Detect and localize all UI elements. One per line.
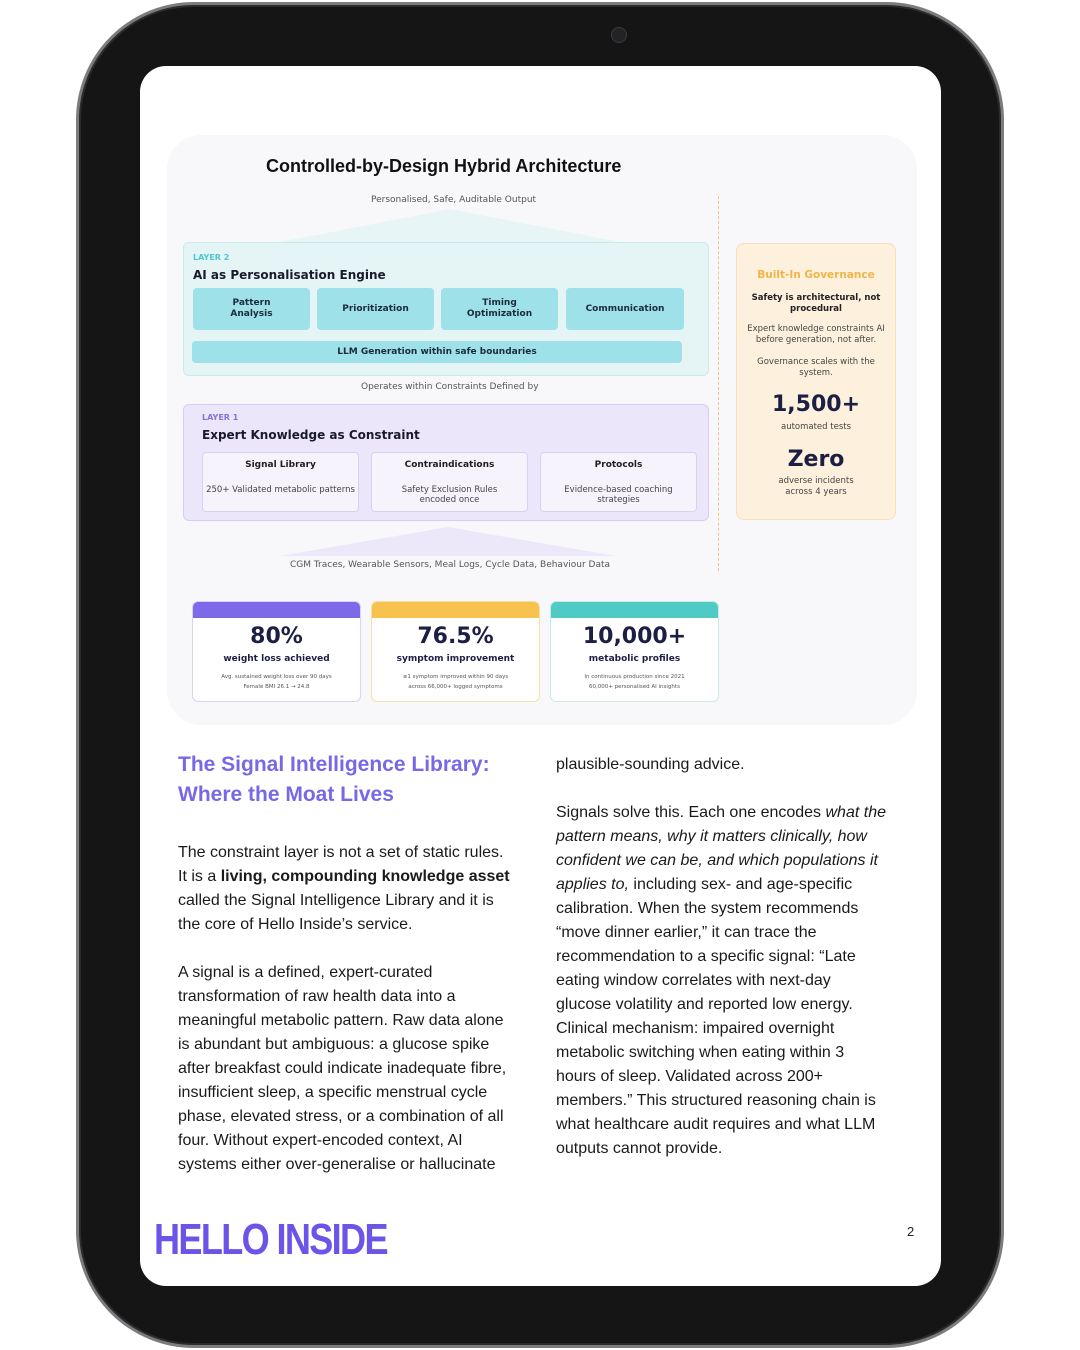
stat-band	[372, 602, 539, 618]
governance-card	[736, 243, 896, 520]
stat-value: 80%	[250, 624, 303, 649]
paragraph-1-bold: living, compounding knowledge asset	[220, 868, 510, 885]
stat-detail: ≥1 symptom improved within 90 days across 66,000+ logged symptoms	[402, 674, 509, 690]
card-signal-library	[202, 452, 359, 512]
card-description: Evidence-based coaching strategies	[564, 485, 673, 505]
stat-value: 76.5%	[417, 624, 494, 649]
adverse-incidents-value: Zero	[787, 447, 845, 472]
llm-generation-bar: LLM Generation within safe boundaries	[192, 341, 682, 363]
document-page	[140, 66, 941, 1286]
card-description: 250+ Validated metabolic patterns	[206, 485, 355, 495]
stat-band	[193, 602, 360, 618]
governance-text-1: Expert knowledge constraints AI before generation, not after.	[747, 324, 885, 345]
card-title: Protocols	[594, 460, 643, 470]
output-arrow-shape	[280, 209, 620, 243]
output-caption: Personalised, Safe, Auditable Output	[371, 195, 537, 205]
paragraph-4-text-a: Signals solve this. Each one encodes	[556, 804, 826, 821]
stat-band	[551, 602, 718, 618]
paragraph-1-text-a: The constraint layer is not a set of static rules. It is a	[178, 844, 504, 885]
stat-card-symptom	[371, 601, 540, 702]
layer2-tag: LAYER 2	[193, 253, 230, 262]
stat-detail: Avg. sustained weight loss over 90 days Female BMI 26.1 → 24.8	[221, 674, 332, 690]
card-protocols	[540, 452, 697, 512]
front-camera	[611, 27, 627, 43]
card-title: Signal Library	[245, 460, 316, 470]
diagram-title: Controlled-by-Design Hybrid Architecture	[266, 156, 622, 176]
paragraph-1	[178, 841, 528, 937]
stat-label: metabolic profiles	[588, 654, 681, 664]
automated-tests-value: 1,500+	[771, 392, 861, 417]
section-heading: The Signal Intelligence Library: Where the Moat Lives	[178, 753, 490, 806]
stat-label: symptom improvement	[396, 654, 515, 664]
chip-pattern-analysis: Pattern Analysis	[193, 288, 310, 330]
paragraph-4-italic: what the pattern means, why it matters clinically, how confident we can be, and which populations it applies to,	[556, 804, 886, 893]
paragraph-2: A signal is a defined, expert-curated transformation of raw health data into a meaningful metabolic pattern. Raw data alone is abundant but ambiguous: a glucose spike after breakfast could indicate inadequate fibre, insufficient sleep, a specific menstrual cycle phase, elevated stress, or a combination of all four. Without expert-encoded context, AI systems either over-generalise or hallucinate	[178, 964, 507, 1173]
adverse-incidents-label: adverse incidents across 4 years	[778, 476, 854, 497]
stat-value: 10,000+	[582, 624, 687, 649]
stat-card-profiles	[550, 601, 719, 702]
stat-label: weight loss achieved	[223, 654, 330, 664]
layer2-name: AI as Personalisation Engine	[193, 268, 386, 282]
stat-detail: In continuous production since 2021 60,000+ personalised AI insights	[584, 674, 685, 690]
automated-tests-label: automated tests	[780, 422, 852, 432]
dashed-divider	[718, 196, 719, 571]
between-caption: Operates within Constraints Defined by	[361, 382, 539, 392]
card-title: Contraindications	[404, 460, 495, 470]
layer1-name: Expert Knowledge as Constraint	[202, 428, 420, 442]
page-number: 2	[907, 1224, 915, 1239]
card-description: Safety Exclusion Rules encoded once	[401, 485, 498, 505]
paragraph-1-text-b: called the Signal Intelligence Library and it is the core of Hello Inside’s service.	[178, 892, 494, 933]
governance-text-2: Governance scales with the system.	[757, 357, 875, 378]
chip-communication: Communication	[566, 288, 684, 330]
layer1-tag: LAYER 1	[202, 413, 239, 422]
governance-title: Built-In Governance	[757, 269, 875, 281]
stat-card-weight-loss	[192, 601, 361, 702]
paragraph-4	[556, 801, 901, 1161]
input-caption: CGM Traces, Wearable Sensors, Meal Logs, Cycle Data, Behaviour Data	[290, 560, 611, 570]
card-contraindications	[371, 452, 528, 512]
governance-subtitle: Safety is architectural, not procedural	[751, 293, 881, 314]
paragraph-3: plausible-sounding advice.	[556, 756, 745, 773]
chip-timing-optimization: Timing Optimization	[441, 288, 558, 330]
chip-prioritization: Prioritization	[317, 288, 434, 330]
input-arrow-shape	[280, 527, 616, 557]
paragraph-4-text-b: including sex- and age-specific calibration. When the system recommends “move dinner earlier,” it can trace the recommendation to a specific signal: “Late eating window correlates with next-day glucose volatility and reported low energy. Clinical mechanism: impaired overnight metabolic switching when eating within 3 hours of sleep. Validated across 200+ members.” This structured reasoning chain is what healthcare audit requires and what LLM outputs cannot provide.	[556, 876, 876, 1157]
hello-inside-logo: HELLO INSIDE	[154, 1215, 387, 1264]
